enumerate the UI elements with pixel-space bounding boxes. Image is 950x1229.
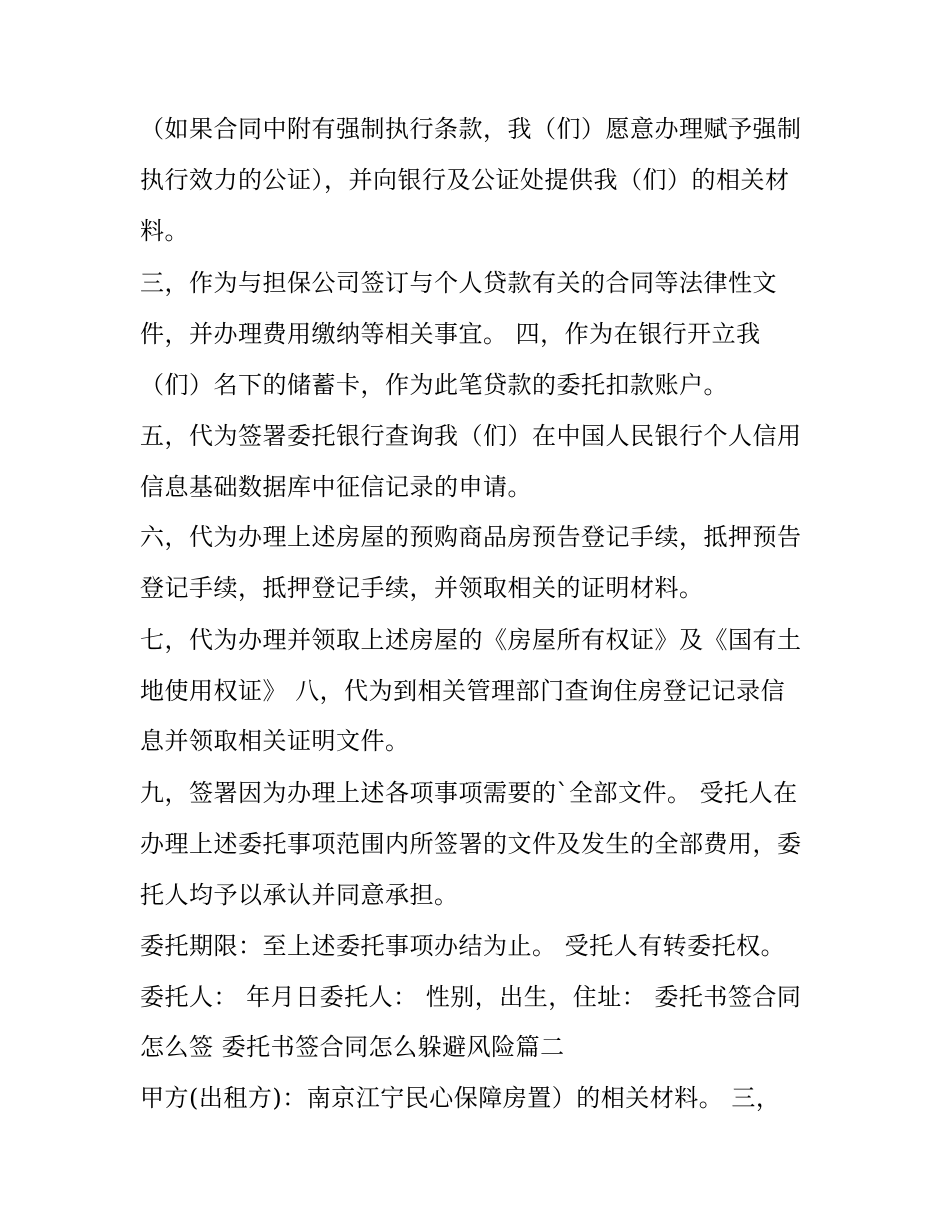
text-line: 料。 <box>140 217 189 245</box>
text-line: 五，代为签署委托银行查询我（们）在中国人民银行个人信用 <box>140 422 802 450</box>
text-line: 办理上述委托事项范围内所签署的文件及发生的全部费用，委 <box>140 830 802 858</box>
text-line: 怎么签 委托书签合同怎么躲避风险篇二 <box>140 1033 565 1061</box>
text-line: 委托期限：至上述委托事项办结为止。 受托人有转委托权。 <box>140 932 786 960</box>
text-line: 息并领取相关证明文件。 <box>140 727 410 755</box>
text-line: 九，签署因为办理上述各项事项需要的`全部文件。 受托人在 <box>140 779 798 807</box>
text-line: 甲方(出租方)：南京江宁民心保障房置）的相关材料。 三， <box>140 1084 781 1112</box>
text-line: 地使用权证》 八，代为到相关管理部门查询住房登记记录信 <box>140 677 786 705</box>
text-line: 件，并办理费用缴纳等相关事宜。 四，作为在银行开立我 <box>140 320 761 348</box>
text-line: （们）名下的储蓄卡，作为此笔贷款的委托扣款账户。 <box>140 371 728 399</box>
text-line: 托人均予以承认并同意承担。 <box>140 881 459 909</box>
text-line: （如果合同中附有强制执行条款，我（们）愿意办理赋予强制 <box>140 115 802 143</box>
text-line: 六，代为办理上述房屋的预购商品房预告登记手续，抵押预告 <box>140 523 802 551</box>
text-line: 信息基础数据库中征信记录的申请。 <box>140 473 532 501</box>
text-line: 委托人： 年月日委托人： 性别，出生，住址： 委托书签合同 <box>140 983 802 1011</box>
text-line: 执行效力的公证），并向银行及公证处提供我（们）的相关材 <box>140 166 790 194</box>
text-line: 三，作为与担保公司签订与个人贷款有关的合同等法律性文 <box>140 269 777 297</box>
text-line: 登记手续，抵押登记手续，并领取相关的证明材料。 <box>140 574 704 602</box>
text-line: 七，代为办理并领取上述房屋的《房屋所有权证》及《国有土 <box>140 626 802 654</box>
